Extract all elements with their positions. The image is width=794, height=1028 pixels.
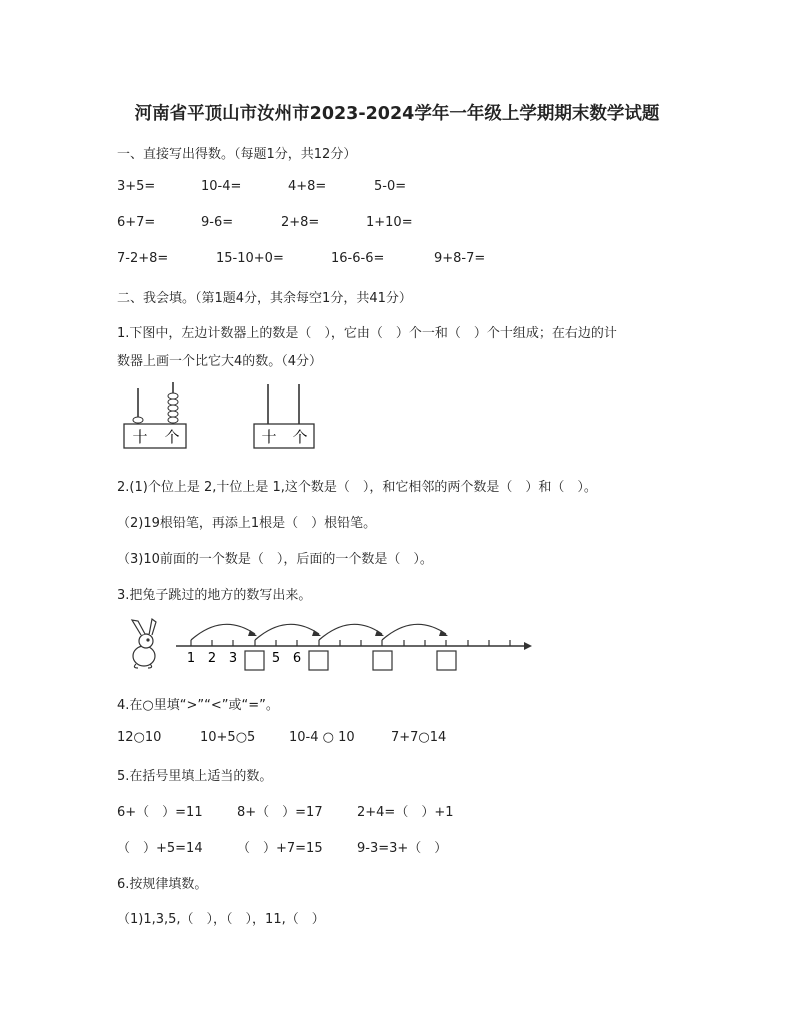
answer-box[interactable] [437, 651, 456, 670]
bead [133, 417, 143, 423]
calc-item: 2+8= [281, 215, 320, 230]
q2-part1: 2.(1)个位上是 2,十位上是 1,这个数是（ ），和它相邻的两个数是（ ）和（ ）。 [117, 480, 597, 495]
calc-item: 5-0= [374, 179, 407, 194]
ones-label: 个 [292, 428, 308, 446]
section2-heading: 二、我会填。（第1题4分，其余每空1分，共41分） [117, 291, 412, 306]
answer-box[interactable] [373, 651, 392, 670]
compare-item: 10+5○5 [200, 730, 256, 745]
bead [168, 405, 178, 411]
axis-arrow [524, 642, 532, 650]
q2-part3: （3)10前面的一个数是（ ），后面的一个数是（ ）。 [117, 552, 433, 567]
fill-item: 2+4=（ ）+1 [357, 805, 454, 820]
calc-item: 9+8-7= [434, 251, 486, 266]
fill-item: 8+（ ）=17 [237, 805, 323, 820]
arc-arrowheads [248, 630, 448, 636]
q1-text-line2: 数器上画一个比它大4的数。（4分） [117, 354, 323, 369]
calc-item: 9-6= [201, 215, 234, 230]
calc-item: 6+7= [117, 215, 156, 230]
fill-item: （ ）+7=15 [237, 841, 323, 856]
tick-label: 6 [292, 651, 302, 666]
q1-text-line1: 1.下图中，左边计数器上的数是（ ），它由（ ）个一和（ ）个十组成；在右边的计 [117, 326, 617, 341]
calc-item: 1+10= [366, 215, 413, 230]
compare-item: 12○10 [117, 730, 162, 745]
bead [168, 393, 178, 399]
compare-item: 10-4 ○ 10 [289, 730, 355, 745]
section1-heading: 一、直接写出得数。（每题1分，共12分） [117, 147, 357, 162]
tens-label: 十 [261, 428, 277, 446]
tick-label: 2 [207, 651, 217, 666]
tick-label: 5 [271, 651, 281, 666]
q6-text: 6.按规律填数。 [117, 877, 208, 892]
answer-box[interactable] [309, 651, 328, 670]
calc-item: 7-2+8= [117, 251, 169, 266]
tick-label: 1 [186, 651, 196, 666]
tick-label: 3 [228, 651, 238, 666]
q5-text: 5.在括号里填上适当的数。 [117, 769, 273, 784]
tens-label: 十 [132, 428, 148, 446]
fill-item: （ ）+5=14 [117, 841, 203, 856]
abacus-right [254, 384, 314, 448]
abacus-left [124, 382, 186, 448]
fill-item: 9-3=3+（ ） [357, 841, 448, 856]
abacus-figure [118, 378, 328, 454]
bead [168, 417, 178, 423]
q3-text: 3.把兔子跳过的地方的数写出来。 [117, 588, 312, 603]
calc-item: 3+5= [117, 179, 156, 194]
q2-part2: （2)19根铅笔，再添上1根是（ ）根铅笔。 [117, 516, 377, 531]
ones-label: 个 [164, 428, 180, 446]
q6-part1: （1)1,3,5,（ ），（ ），11,（ ） [117, 912, 325, 927]
compare-item: 7+7○14 [391, 730, 447, 745]
hop-arcs [191, 624, 446, 640]
q4-text: 4.在○里填“>”“<”或“=”。 [117, 698, 279, 713]
answer-box[interactable] [245, 651, 264, 670]
calc-item: 10-4= [201, 179, 242, 194]
page-title: 河南省平顶山市汝州市2023-2024学年一年级上学期期末数学试题 [134, 104, 660, 124]
calc-item: 15-10+0= [216, 251, 284, 266]
calc-item: 4+8= [288, 179, 327, 194]
bead [168, 411, 178, 417]
number-line-figure [124, 616, 534, 674]
calc-item: 16-6-6= [331, 251, 385, 266]
fill-item: 6+（ ）=11 [117, 805, 203, 820]
bead [168, 399, 178, 405]
ticks [191, 640, 510, 646]
rabbit-icon [132, 619, 156, 668]
